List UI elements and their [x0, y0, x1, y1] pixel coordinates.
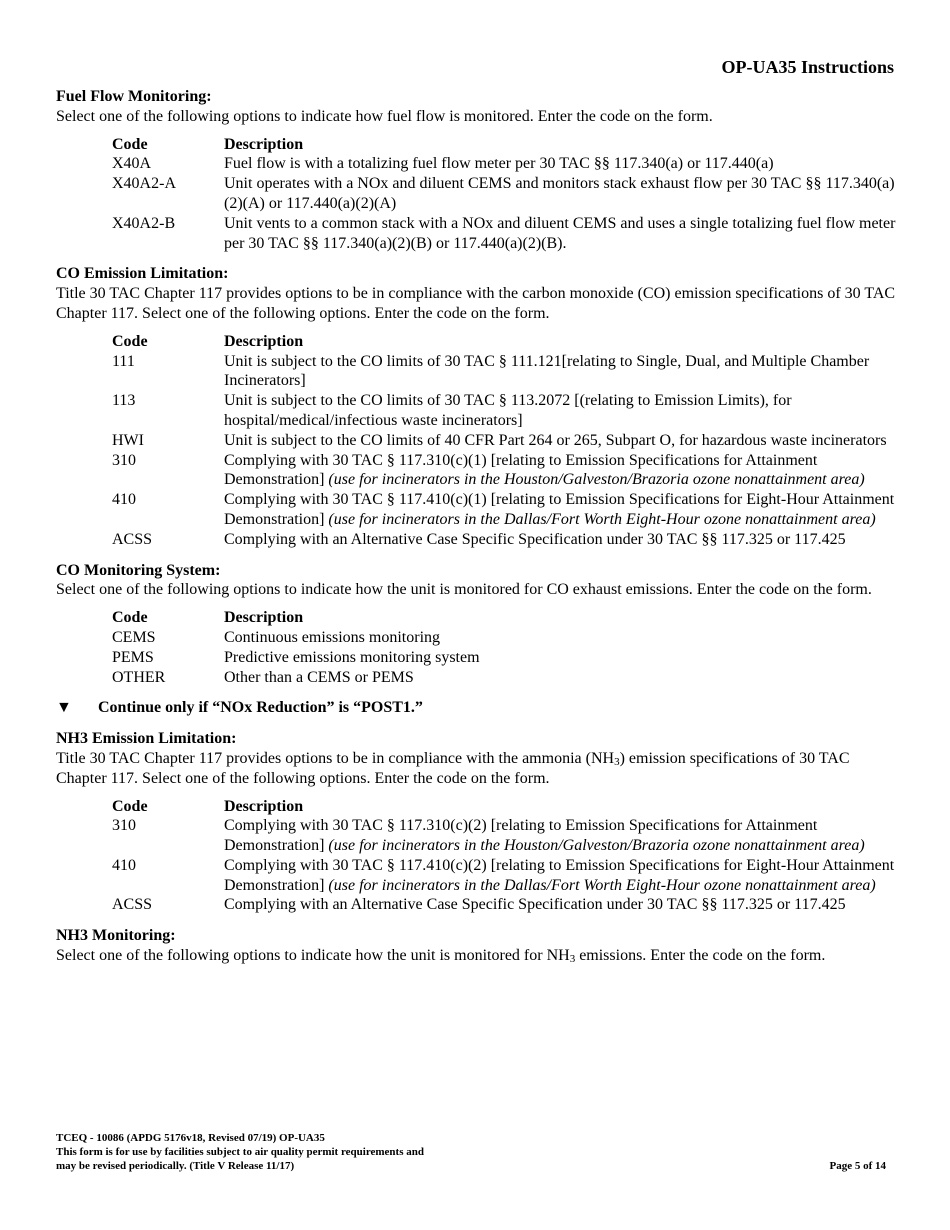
footer-form-id: TCEQ - 10086 (APDG 5176v18, Revised 07/19) OP-UA35 — [56, 1132, 325, 1144]
code-column-header: Code — [112, 332, 148, 350]
code-cell: 310 — [112, 451, 136, 469]
table-header-row — [112, 797, 896, 817]
code-cell: HWI — [112, 431, 144, 449]
table-header-row — [112, 608, 896, 628]
usage-note: (use for incinerators in the Dallas/Fort Worth Eight-Hour ozone nonattainment area) — [328, 510, 876, 528]
section-nh3-limitation — [56, 729, 896, 915]
section-intro: Select one of the following options to indicate how fuel flow is monitored. Enter the code on the form. — [56, 107, 713, 125]
table-header-row — [112, 332, 896, 352]
page-number: Page 5 of 14 — [829, 1160, 886, 1172]
section-title: CO Monitoring System: — [56, 561, 221, 579]
description-text: Complying with an Alternative Case Specific Specification under 30 TAC §§ 117.325 or 117.425 — [224, 530, 846, 548]
section-intro: Title 30 TAC Chapter 117 provides options to be in compliance with the carbon monoxide (CO) emission specifications of 30 TAC Chapter 117. Select one of the following options. Enter the code on the form. — [56, 285, 896, 322]
table-row — [112, 648, 896, 668]
code-cell: ACSS — [112, 530, 153, 548]
footer-notice: This form is for use by facilities subject to air quality permit requirements and — [56, 1146, 424, 1158]
triangle-down-icon: ▼ — [56, 699, 72, 717]
code-column-header: Code — [112, 797, 148, 815]
code-table — [112, 332, 896, 550]
table-row — [112, 431, 896, 451]
table-row — [112, 451, 896, 491]
section-intro: Select one of the following options to indicate how the unit is monitored for CO exhaust emissions. Enter the code on the form. — [56, 581, 872, 599]
code-table — [112, 135, 896, 254]
table-header-row — [112, 135, 896, 155]
description-column-header: Description — [224, 332, 304, 350]
subscript: 3 — [569, 953, 576, 966]
footer-notice: may be revised periodically. (Title V Release 11/17) — [56, 1160, 295, 1172]
description-cell: Fuel flow is with a totalizing fuel flow meter per 30 TAC §§ 117.340(a) or 117.440(a) — [224, 155, 774, 173]
intro-text: emissions. Enter the code on the form. — [575, 947, 826, 965]
description-cell — [224, 352, 896, 392]
section-co-monitoring — [56, 561, 896, 688]
table-row — [112, 895, 896, 915]
section-title: NH3 Emission Limitation: — [56, 730, 237, 748]
description-text: Complying with 30 TAC § 117.410(c)(1) [relating to Emission Specifications for Eight-Hour Attainment Demonstration] — [224, 491, 895, 528]
description-cell — [224, 431, 896, 451]
description-cell — [224, 391, 896, 431]
code-cell: 410 — [112, 491, 136, 509]
description-column-header: Description — [224, 797, 304, 815]
usage-note: (use for incinerators in the Houston/Galveston/Brazoria ozone nonattainment area) — [328, 837, 865, 855]
description-cell: Continuous emissions monitoring — [224, 628, 441, 646]
description-cell — [224, 895, 896, 915]
table-row — [112, 628, 896, 648]
description-cell — [224, 530, 896, 550]
section-fuel-flow — [56, 87, 896, 253]
usage-note: (use for incinerators in the Houston/Galveston/Brazoria ozone nonattainment area) — [328, 471, 865, 489]
code-table — [112, 797, 896, 916]
table-row — [112, 530, 896, 550]
section-intro — [56, 946, 896, 966]
code-cell: 310 — [112, 817, 136, 835]
usage-note: (use for incinerators in the Dallas/Fort Worth Eight-Hour ozone nonattainment area) — [328, 876, 876, 894]
continue-instruction-text: Continue only if “NOx Reduction” is “POST1.” — [98, 699, 423, 717]
intro-text: ) emission specifications of 30 TAC Chapter 117. Select one of the following options. Enter the code on the form. — [56, 749, 850, 787]
description-text: Unit is subject to the CO limits of 30 TAC § 111.121[relating to Single, Dual, and Multiple Chamber Incinerators] — [224, 352, 870, 390]
code-column-header: Code — [112, 609, 148, 627]
code-cell: OTHER — [112, 668, 166, 686]
section-intro — [56, 749, 896, 789]
description-cell: Other than a CEMS or PEMS — [224, 668, 414, 686]
description-cell — [224, 816, 896, 856]
table-row — [112, 856, 896, 896]
table-row — [112, 154, 896, 174]
intro-text: Title 30 TAC Chapter 117 provides options to be in compliance with the ammonia (NH — [56, 749, 615, 767]
section-nh3-monitoring — [56, 926, 896, 966]
description-text: Unit is subject to the CO limits of 40 CFR Part 264 or 265, Subpart O, for hazardous waste incinerators — [224, 431, 887, 449]
table-row — [112, 352, 896, 392]
description-text: Complying with an Alternative Case Specific Specification under 30 TAC §§ 117.325 or 117.425 — [224, 896, 846, 914]
document-body — [56, 87, 896, 966]
code-table — [112, 608, 896, 687]
description-cell — [224, 490, 896, 530]
table-row — [112, 490, 896, 530]
continue-instruction — [56, 698, 896, 718]
description-text: Unit is subject to the CO limits of 30 TAC § 113.2072 [(relating to Emission Limits), for hospital/medical/infectious waste incinerators] — [224, 392, 792, 429]
code-cell: X40A — [112, 155, 152, 173]
description-cell: Unit operates with a NOx and diluent CEMS and monitors stack exhaust flow per 30 TAC §§ 117.340(a)(2)(A) or 117.440(a)(2)(A) — [224, 175, 895, 212]
description-cell — [224, 451, 896, 491]
code-cell: PEMS — [112, 648, 154, 666]
section-title: NH3 Monitoring: — [56, 927, 176, 945]
table-row — [112, 174, 896, 214]
code-cell: X40A2-B — [112, 214, 176, 232]
code-column-header: Code — [112, 135, 148, 153]
section-co-limitation — [56, 264, 896, 549]
intro-text: Select one of the following options to indicate how the unit is monitored for NH — [56, 947, 570, 965]
code-cell: 410 — [112, 856, 136, 874]
description-text: Complying with 30 TAC § 117.310(c)(2) [relating to Emission Specifications for Attainment Demonstration] — [224, 817, 818, 855]
description-column-header: Description — [224, 135, 304, 153]
section-title: Fuel Flow Monitoring: — [56, 88, 212, 105]
table-row — [112, 816, 896, 856]
description-cell — [224, 856, 896, 896]
description-column-header: Description — [224, 609, 304, 627]
description-text: Complying with 30 TAC § 117.310(c)(1) [relating to Emission Specifications for Attainment Demonstration] — [224, 451, 818, 489]
table-row — [112, 214, 896, 254]
page-footer — [56, 1131, 896, 1173]
description-cell: Unit vents to a common stack with a NOx and diluent CEMS and uses a single totalizing fuel flow meter per 30 TAC §§ 117.340(a)(2)(B) or 117.440(a)(2)(B). — [224, 214, 896, 252]
code-cell: 111 — [112, 352, 135, 370]
table-row — [112, 668, 896, 688]
subscript: 3 — [614, 755, 620, 768]
code-cell: CEMS — [112, 628, 156, 646]
code-cell: ACSS — [112, 896, 153, 914]
table-row — [112, 391, 896, 431]
code-cell: 113 — [112, 392, 136, 410]
description-text: Complying with 30 TAC § 117.410(c)(2) [relating to Emission Specifications for Eight-Hour Attainment Demonstration] — [224, 856, 895, 894]
code-cell: X40A2-A — [112, 175, 176, 193]
page-title: OP-UA35 Instructions — [721, 57, 894, 77]
description-cell: Predictive emissions monitoring system — [224, 648, 480, 666]
section-title: CO Emission Limitation: — [56, 265, 229, 283]
